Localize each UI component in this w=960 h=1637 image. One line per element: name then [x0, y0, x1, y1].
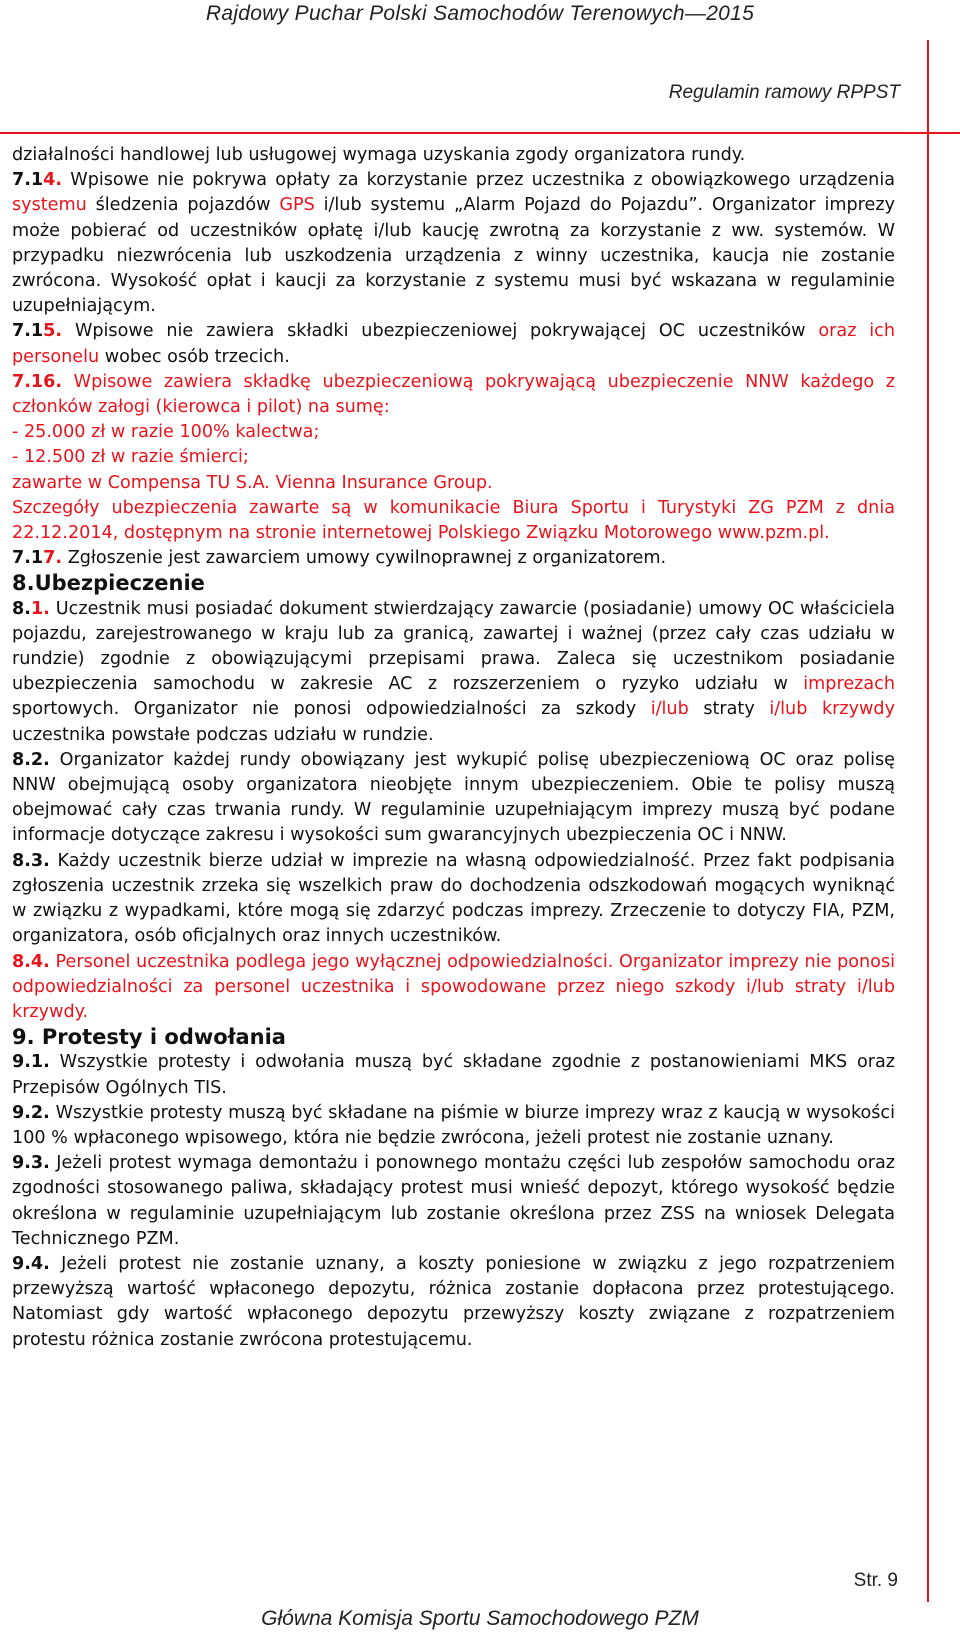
section-number: 8.: [12, 598, 31, 619]
section-number: 7.1: [12, 170, 44, 191]
page-number: Str. 9: [853, 1570, 898, 1591]
paragraph-9-4: 9.4. Jeżeli protest nie zostanie uznany, a koszty poniesione w związku z jego rozpatrzeniem przewyższą wartość wpłaconego depozytu, różnica zostanie dopłacona przez protestującego. Natomiast gdy wartość wpłaconego depozytu przewyższy koszty związane z rozpatrzeniem protestu różnica zostanie zwrócona protestującemu.: [12, 1253, 895, 1350]
paragraph-8-2: 8.2. Organizator każdej rundy obowiązany jest wykupić polisę ubezpieczeniową OC oraz polisę NNW obejmującą osoby organizatora nieobjęte innym ubezpieczeniem. Obie te polisy muszą obejmować cały czas trwania rundy. W regulaminie uzupełniającym imprezy muszą być podane informacje dotyczące zakresu i wysokości sum gwarancyjnych ubezpieczenia OC i NNW.: [12, 749, 895, 846]
paragraph-7-16-details: Szczegóły ubezpieczenia zawarte są w komunikacie Biura Sportu i Turystyki ZG PZM z dnia 22.12.2014, dostępnym na stronie internetowej Polskiego Związku Motorowego www.pzm.pl.: [12, 497, 895, 544]
paragraph-7-14: 7.14. Wpisowe nie pokrywa opłaty za korzystanie przez uczestnika z obowiązkowego urządzenia systemu śledzenia pojazdów GPS i/lub systemu „Alarm Pojazd do Pojazdu”. Organizator imprezy może pobierać od uczestników opłatę i/lub kaucję zwrotną za korzystanie z ww. systemów. W przypadku niezwrócenia lub uszkodzenia urządzenia z winny uczestnika, kaucja nie zostanie zwrócona. Wysokość opłat i kaucji za korzystanie z systemu musi być wskazana w regulaminie uzupełniającym.: [12, 170, 895, 317]
list-item: zawarte w Compensa TU S.A. Vienna Insurance Group.: [12, 472, 493, 493]
paragraph-9-1: 9.1. Wszystkie protesty i odwołania muszą być składane zgodnie z postanowieniami MKS oraz Przepisów Ogólnych TIS.: [12, 1052, 895, 1098]
section-number: 9.2.: [12, 1102, 50, 1123]
list-item: - 12.500 zł w razie śmierci;: [12, 447, 249, 468]
running-header-title: Rajdowy Puchar Polski Samochodów Terenowych—2015: [205, 2, 755, 25]
section-number: 9.4.: [12, 1253, 50, 1274]
paragraph-9-3: 9.3. Jeżeli protest wymaga demontażu i ponownego montażu części lub zespołów samochodu oraz zgodności stosowanego paliwa, składający protest musi wnieść depozyt, którego wysokość będzie określona w regulaminie uzupełniającym lub zostanie określona przez ZSS na wniosek Delegata Technicznego PZM.: [12, 1153, 895, 1249]
paragraph-8-4: 8.4. Personel uczestnika podlega jego wyłącznej odpowiedzialności. Organizator imprezy nie ponosi odpowiedzialności za personel uczestnika i spowodowane przez niego szkody i/lub straty i/lub krzywdy.: [12, 951, 895, 1022]
section-number: 7.16.: [12, 371, 63, 392]
document-body: [12, 143, 895, 1353]
section-number: 8.2.: [12, 749, 50, 770]
paragraph-continued: działalności handlowej lub usługowej wymaga uzyskania zgody organizatora rundy.: [12, 145, 746, 165]
running-header-subtitle: Regulamin ramowy RPPST: [668, 82, 900, 103]
section-number: 8.4.: [12, 951, 50, 972]
section-number: 8.3.: [12, 850, 50, 871]
paragraph-9-2: 9.2. Wszystkie protesty muszą być składane na piśmie w biurze imprezy wraz z kaucją w wysokości 100 % wpłaconego wpisowego, która nie będzie zwrócona, jeżeli protest nie zostanie uznany.: [12, 1102, 895, 1148]
paragraph-8-3: 8.3. Każdy uczestnik bierze udział w imprezie na własną odpowiedzialność. Przez fakt podpisania zgłoszenia uczestnik zrzeka się wszelkich praw do dochodzenia odszkodowań mogących wyniknąć w związku z wypadkami, które mogą się zdarzyć podczas imprezy. Zrzeczenie to dotyczy FIA, PZM, organizatora, osób oficjalnych oraz innych uczestników.: [12, 850, 895, 947]
section-number: 7.1: [12, 321, 44, 342]
list-item: - 25.000 zł w razie 100% kalectwa;: [12, 422, 320, 443]
section-number: 9.3.: [12, 1153, 50, 1174]
paragraph-7-17: 7.17. Zgłoszenie jest zawarciem umowy cywilnoprawnej z organizatorem.: [12, 548, 667, 569]
paragraph-7-15: 7.15. Wpisowe nie zawiera składki ubezpieczeniowej pokrywającej OC uczestników oraz ich personelu wobec osób trzecich.: [12, 321, 895, 367]
section-number: 7.1: [12, 548, 44, 569]
section-heading-8: 8.Ubezpieczenie: [12, 571, 205, 596]
horizontal-rule: [0, 132, 960, 134]
section-number: 9.1.: [12, 1052, 50, 1073]
running-footer: Główna Komisja Sportu Samochodowego PZM: [261, 1607, 699, 1630]
paragraph-7-16: 7.16. Wpisowe zawiera składkę ubezpieczeniową pokrywającą ubezpieczenie NNW każdego z członków załogi (kierowca i pilot) na sumę:: [12, 371, 895, 418]
paragraph-8-1: 8.1. Uczestnik musi posiadać dokument stwierdzający zawarcie (posiadanie) umowy OC właściciela pojazdu, zarejestrowanego w kraju lub za granicą, zawartej i ważnej (przez cały czas udziału w rundzie) zgodnie z obowiązującymi przepisami prawa. Zaleca się uczestnikom posiadanie ubezpieczenia samochodu w zakresie AC z rozszerzeniem o ryzyko udziału w imprezach sportowych. Organizator nie ponosi odpowiedzialności za szkody i/lub straty i/lub krzywdy uczestnika powstałe podczas udziału w rundzie.: [12, 598, 896, 745]
section-heading-9: 9. Protesty i odwołania: [12, 1025, 286, 1050]
vertical-rule: [927, 40, 929, 1602]
